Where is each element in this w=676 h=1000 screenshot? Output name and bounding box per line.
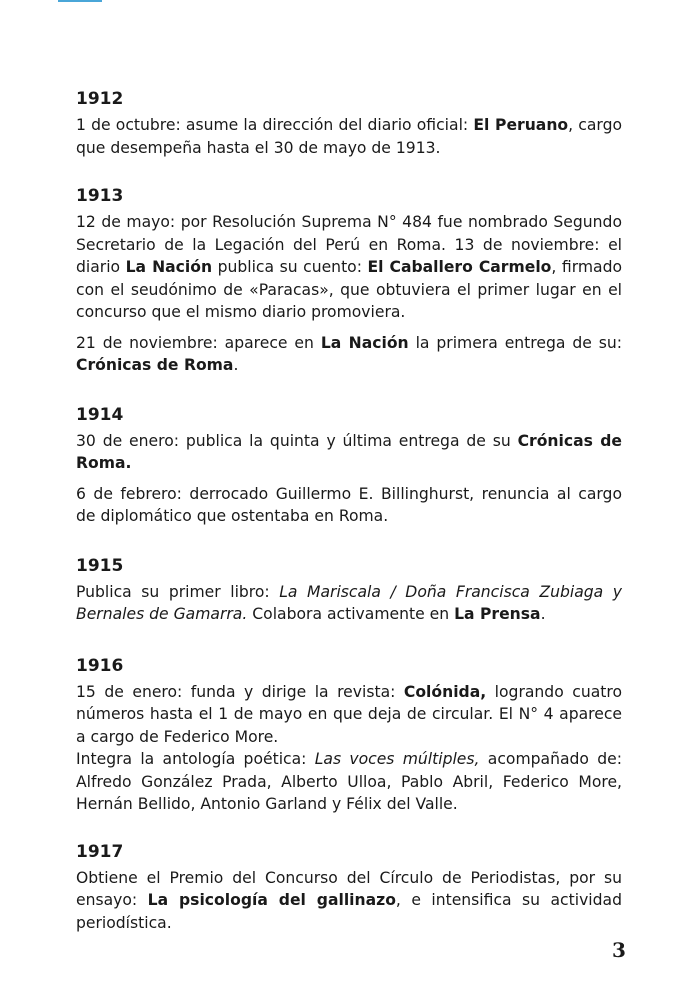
text-run: publica su cuento: (212, 258, 368, 276)
bold-title: Crónicas de Roma. (76, 431, 622, 472)
entry-1914 (76, 404, 622, 528)
text-run: Publica su primer libro: (76, 582, 280, 601)
entry-1913 (76, 185, 622, 377)
text-run: Colabora activamente en (247, 605, 455, 623)
bold-title: La Nación (125, 258, 213, 276)
bold-title: La psicología del gallinazo (147, 891, 396, 909)
year-heading: 1912 (76, 89, 124, 109)
text-run: . (540, 605, 546, 623)
bold-title: Colónida, (403, 682, 487, 701)
chronology (76, 88, 622, 934)
top-color-mark (58, 0, 102, 2)
entry-paragraph (76, 114, 622, 159)
entry-paragraph (76, 430, 622, 475)
entry-1916 (76, 655, 622, 816)
text-run: 30 de enero: publica la quinta y última entrega de su (76, 431, 518, 450)
page-number: 3 (612, 938, 626, 962)
text-run: acompañado de: Alfredo González Prada, Alberto Ulloa, Pablo Abril, Federico More, Hernán Bellido, Antonio Garland y Félix del Valle. (76, 750, 622, 813)
text-run: la primera entrega de su: (408, 333, 622, 352)
entry-paragraph (76, 332, 622, 377)
entry-paragraph (76, 483, 622, 528)
bold-title: El Caballero Carmelo (367, 258, 552, 276)
year-heading: 1913 (76, 186, 124, 206)
text-run: 6 de febrero: derrocado Guillermo E. Billinghurst, renuncia al cargo de diplomático que ostentaba en Roma. (76, 484, 622, 525)
text-run: . (233, 356, 239, 374)
text-run: 1 de octubre: asume la dirección del diario oficial: (76, 116, 474, 134)
text-run: 12 de mayo: por Resolución Suprema N° 484 fue nombrado Segundo Secretario de la Legación del Perú en Roma. 13 de noviembre: el diario (76, 213, 622, 276)
text-run: Obtiene el Premio del Concurso del Círculo de Periodistas, por su ensayo: (76, 868, 622, 909)
entry-paragraph (76, 681, 622, 749)
entry-paragraph (76, 867, 622, 935)
entry-1912 (76, 88, 622, 159)
italic-title: La Mariscala / Doña Francisca Zubiaga y Bernales de Gamarra. (76, 582, 622, 623)
year-heading: 1916 (76, 655, 124, 676)
year-heading: 1914 (76, 404, 124, 425)
bold-title: La Nación (320, 333, 409, 352)
text-run: Integra la antología poética: (76, 750, 315, 768)
text-run: , firmado con el seudónimo de «Paracas», que obtuviera el primer lugar en el concurso que el mismo diario promoviera. (76, 258, 623, 321)
entry-paragraph (76, 211, 622, 324)
bold-title: El Peruano (473, 116, 569, 134)
bold-title: La Prensa (454, 605, 541, 623)
year-heading: 1917 (76, 841, 124, 862)
text-run: logrando cuatro números hasta el 1 de mayo en que deja de circular. El N° 4 aparece a cargo de Federico More. (76, 682, 622, 746)
entry-paragraph (76, 748, 622, 816)
text-run: , cargo que desempeña hasta el 30 de mayo de 1913. (76, 116, 623, 157)
entry-1915 (76, 555, 622, 626)
entry-1917 (76, 841, 622, 935)
text-run: 15 de enero: funda y dirige la revista: (76, 682, 404, 701)
entry-paragraph (76, 581, 622, 626)
text-run: , e intensifica su actividad periodística. (76, 891, 622, 932)
year-heading: 1915 (76, 555, 124, 576)
italic-title: Las voces múltiples, (314, 750, 480, 768)
text-run: 21 de noviembre: aparece en (76, 333, 321, 352)
bold-title: Crónicas de Roma (76, 356, 234, 374)
